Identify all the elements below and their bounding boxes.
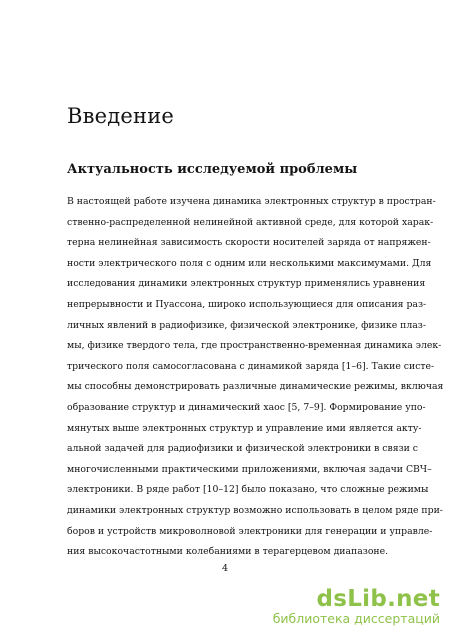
body-line: альной задачей для радиофизики и физической электроники в связи с — [67, 443, 419, 455]
body-line: ственно-распределенной нелинейной активной среде, для которой харак- — [67, 216, 434, 228]
body-line: мы способны демонстрировать различные динамические режимы, включая — [67, 381, 444, 393]
body-line: терна нелинейная зависимость скорости носителей заряда от напряжен- — [67, 237, 431, 249]
chapter-title: Введение — [67, 104, 175, 128]
watermark — [273, 587, 440, 627]
body-line: многочисленными практическими приложениями, включая задачи СВЧ– — [67, 463, 432, 475]
body-line: динамики электронных структур возможно использовать в целом ряде при- — [67, 504, 443, 516]
body-line: личных явлений в радиофизике, физической электронике, физике плаз- — [67, 319, 427, 331]
body-line: образование структур и динамический хаос [5, 7–9]. Формирование упо- — [67, 401, 426, 413]
watermark-logo: dsLib.net — [316, 586, 440, 612]
body-line: боров и устройств микроволновой электроники для генерации и управле- — [67, 525, 433, 537]
body-line: исследования динамики электронных структур применялись уравнения — [67, 278, 426, 290]
body-line: трического поля самосогласована с динамикой заряда [1–6]. Такие систе- — [67, 360, 435, 372]
body-line: мянутых выше электронных структур и управление ими является акту- — [67, 422, 422, 434]
page-number: 4 — [221, 563, 229, 574]
watermark-caption: библиотека диссертаций — [272, 611, 440, 626]
body-line: мы, физике твердого тела, где пространственно-временная динамика элек- — [67, 340, 442, 352]
section-title: Актуальность исследуемой проблемы — [67, 162, 358, 177]
body-line: ния высокочастотными колебаниями в терагерцевом диапазоне. — [67, 546, 389, 558]
body-line: В настоящей работе изучена динамика электронных структур в простран- — [67, 196, 436, 207]
body-line: непрерывности и Пуассона, широко использующиеся для описания раз- — [67, 298, 427, 310]
body-line: ности электрического поля с одним или несколькими максимумами. Для — [67, 257, 432, 269]
body-paragraph — [67, 192, 444, 563]
body-line: электроники. В ряде работ [10–12] было показано, что сложные режимы — [67, 484, 429, 496]
